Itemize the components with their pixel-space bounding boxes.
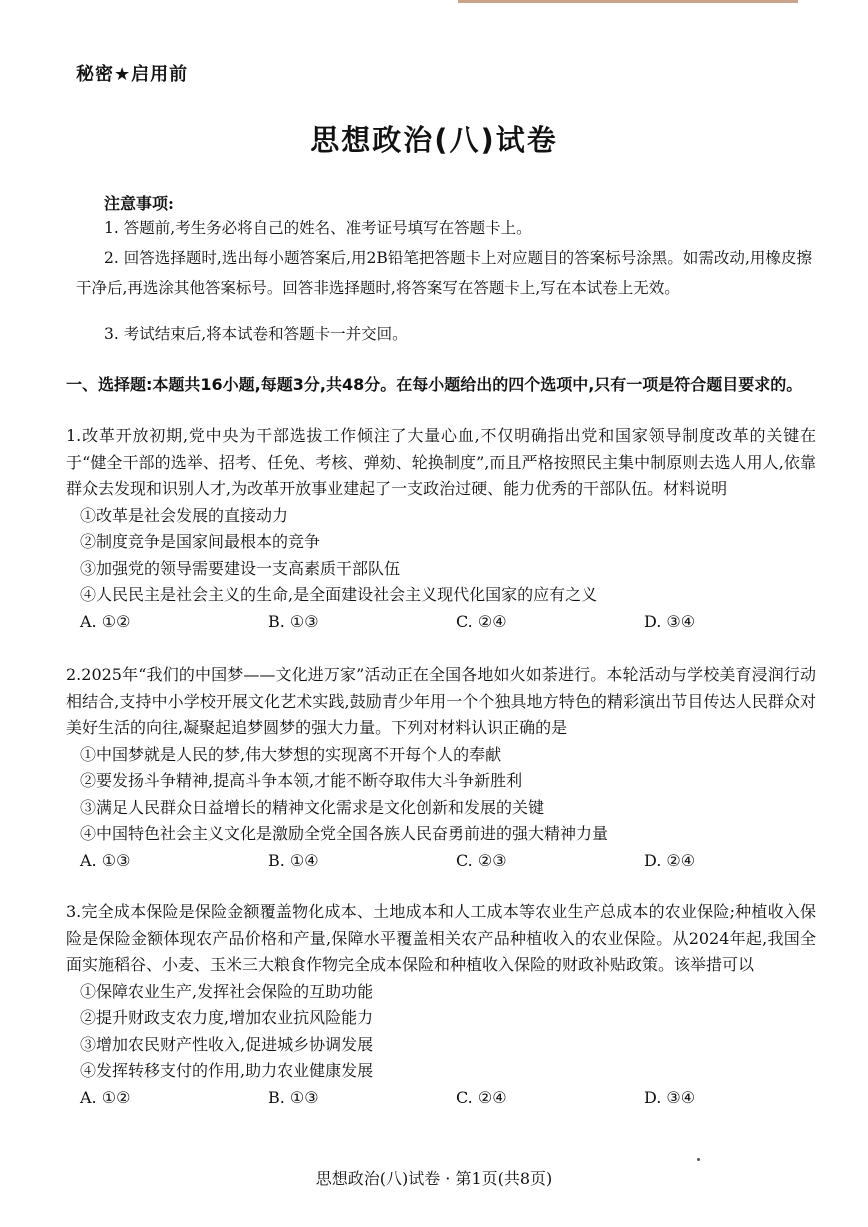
question-1 bbox=[66, 423, 816, 635]
confidential-label: 秘密★启用前 bbox=[76, 64, 189, 85]
statement-item: ④发挥转移支付的作用,助力农业健康发展 bbox=[80, 1061, 374, 1080]
option-a: A. ①③ bbox=[80, 850, 131, 870]
statement-item: ②制度竞争是国家间最根本的竞争 bbox=[80, 532, 321, 551]
notice-item-2: 2. 回答选择题时,选出每小题答案后,用2B铅笔把答题卡上对应题目的答案标号涂黑。如需改动,用橡皮擦干净后,再选涂其他答案标号。回答非选择题时,将答案写在答题卡上,写在本试卷上无效。 bbox=[76, 249, 812, 297]
question-stem: 3.完全成本保险是保险金额覆盖物化成本、土地成本和人工成本等农业生产总成本的农业保险;种植收入保险是保险金额体现农产品价格和产量,保障水平覆盖相关农产品种植收入的农业保险。从2024年起,我国全面实施稻谷、小麦、玉米三大粮食作物完全成本保险和种植收入保险的财政补贴政策。该举措可以 bbox=[66, 902, 816, 974]
option-b: B. ①③ bbox=[268, 1087, 319, 1107]
statement-item: ③加强党的领导需要建设一支高素质干部队伍 bbox=[80, 558, 401, 578]
statement-item: ④人民民主是社会主义的生命,是全面建设社会主义现代化国家的应有之义 bbox=[80, 585, 598, 604]
option-c: C. ②③ bbox=[456, 850, 507, 870]
question-stem: 2.2025年“我们的中国梦——文化进万家”活动正在全国各地如火如荼进行。本轮活动与学校美育浸润行动相结合,支持中小学校开展文化艺术实践,鼓励青少年用一个个独具地方特色的精彩演出节目传达人民群众对美好生活的向往,凝聚起追梦圆梦的强大力量。下列对材料认识正确的是 bbox=[66, 665, 816, 737]
option-c: C. ②④ bbox=[456, 1087, 507, 1107]
section-heading: 一、选择题:本题共16小题,每题3分,共48分。在每小题给出的四个选项中,只有一项是符合题目要求的。 bbox=[66, 375, 803, 394]
notice-heading: 注意事项: bbox=[104, 194, 174, 213]
option-d: D. ③④ bbox=[644, 611, 696, 631]
answer-options bbox=[66, 1085, 816, 1112]
option-d: D. ②④ bbox=[644, 850, 696, 870]
question-stem: 1.改革开放初期,党中央为干部选拔工作倾注了大量心血,不仅明确指出党和国家领导制度改革的关键在于“健全干部的选举、招考、任免、考核、弹劾、轮换制度”,而且严格按照民主集中制原则去选人用人,依靠群众去发现和识别人才,为改革开放事业建起了一支政治过硬、能力优秀的干部队伍。材料说明 bbox=[66, 426, 816, 498]
statement-item: ④中国特色社会主义文化是激励全党全国各族人民奋勇前进的强大精神力量 bbox=[80, 824, 609, 843]
page-title: 思想政治(八)试卷 bbox=[310, 123, 558, 157]
statement-item: ①中国梦就是人民的梦,伟大梦想的实现离不开每个人的奉献 bbox=[80, 744, 502, 764]
option-b: B. ①③ bbox=[268, 611, 319, 631]
statement-item: ②要发扬斗争精神,提高斗争本领,才能不断夺取伟大斗争新胜利 bbox=[80, 771, 523, 790]
statement-item: ①保障农业生产,发挥社会保险的互助功能 bbox=[80, 981, 374, 1001]
answer-options bbox=[66, 609, 816, 636]
notice-item-3: 3. 考试结束后,将本试卷和答题卡一并交回。 bbox=[104, 325, 408, 343]
statement-item: ①改革是社会发展的直接动力 bbox=[80, 505, 289, 525]
option-b: B. ①④ bbox=[268, 850, 319, 870]
scan-edge-strip bbox=[458, 0, 798, 3]
answer-options bbox=[66, 848, 816, 875]
statement-item: ③满足人民群众日益增长的精神文化需求是文化创新和发展的关键 bbox=[80, 797, 545, 817]
scan-speck bbox=[697, 1158, 700, 1161]
option-d: D. ③④ bbox=[644, 1087, 696, 1107]
question-3 bbox=[66, 899, 816, 1111]
page-footer: 思想政治(八)试卷 · 第1页(共8页) bbox=[315, 1169, 553, 1188]
option-a: A. ①② bbox=[80, 611, 131, 631]
option-c: C. ②④ bbox=[456, 611, 507, 631]
notice-item-1: 1. 答题前,考生务必将自己的姓名、准考证号填写在答题卡上。 bbox=[104, 219, 532, 237]
question-2 bbox=[66, 662, 816, 874]
statement-item: ③增加农民财产性收入,促进城乡协调发展 bbox=[80, 1034, 374, 1054]
option-a: A. ①② bbox=[80, 1087, 131, 1107]
statement-item: ②提升财政支农力度,增加农业抗风险能力 bbox=[80, 1008, 374, 1027]
